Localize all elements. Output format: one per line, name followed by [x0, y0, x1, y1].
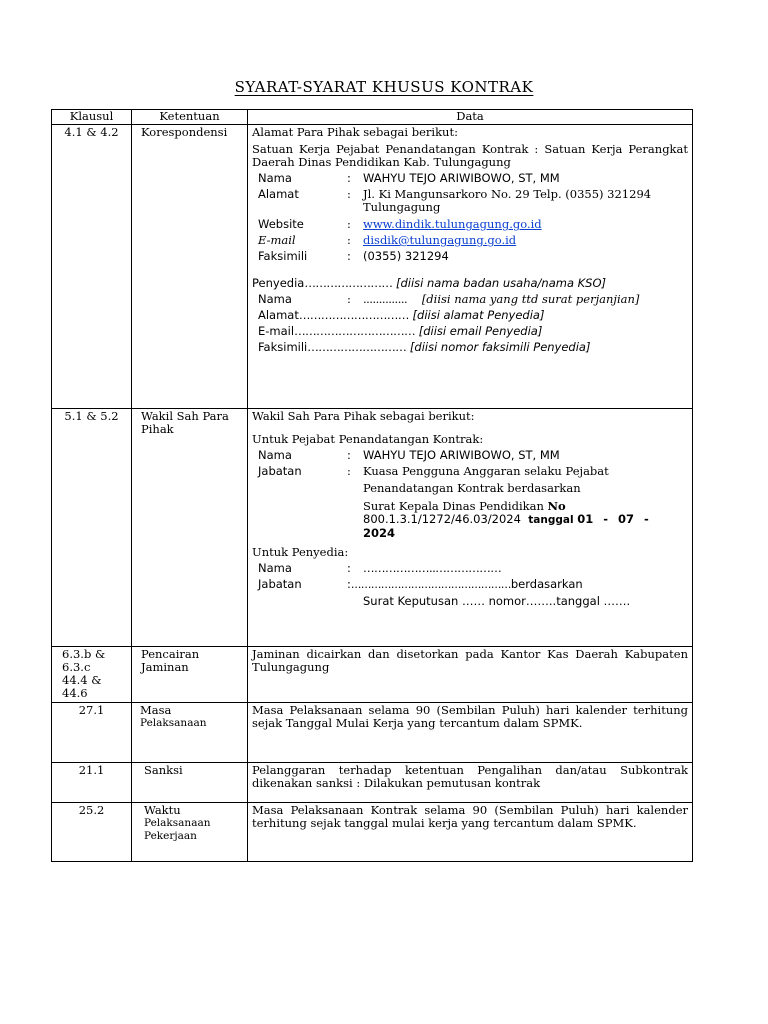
kv-penyedia-email: E-mail…………………………… [diisi email Penyedia]: [258, 324, 543, 338]
ketentuan-cell: Waktu Pelaksanaan Pekerjaan: [132, 803, 248, 862]
table-row: [52, 647, 693, 703]
header-data: Data: [248, 110, 693, 125]
data-cell: [248, 409, 693, 647]
data-cell: Jaminan dicairkan dan disetorkan pada Kantor Kas Daerah Kabupaten Tulungagung: [248, 647, 693, 703]
data-cell: Pelanggaran terhadap ketentuan Pengalihan dan/atau Subkontrak dikenakan sanksi : Dilakukan pemutusan kontrak: [248, 763, 693, 803]
klausul-cell: 4.1 & 4.2: [52, 125, 132, 409]
klausul-cell: 21.1: [52, 763, 132, 803]
intro-text: Alamat Para Pihak sebagai berikut:: [252, 125, 458, 139]
table-row: [52, 803, 693, 862]
untuk-penyedia-label: Untuk Penyedia:: [252, 545, 349, 559]
table-row: [52, 703, 693, 763]
kv-email: E-mail : disdik@tulungagung.go.id: [258, 233, 517, 247]
kv-penyedia-alamat: Alamat………………………… [diisi alamat Penyedia]: [258, 308, 545, 322]
header-ketentuan: Ketentuan: [132, 110, 248, 125]
contract-table: [51, 109, 693, 862]
kv-ppk-jabatan: Jabatan : Kuasa Pengguna Anggaran selaku Pejabat Penandatangan Kontrak berdasarkan Surat Kepala Dinas Pendidikan No 800.1.3.1/1272/46.03/2024 tanggal 01 - 07 - 2024: [258, 464, 649, 540]
data-cell: Masa Pelaksanaan selama 90 (Sembilan Puluh) hari kalender terhitung sejak Tanggal Mulai Kerja yang tercantum dalam SPMK.: [248, 703, 693, 763]
data-cell: [248, 125, 693, 409]
table-row: [52, 763, 693, 803]
kv-alamat: Alamat : Jl. Ki Mangunsarkoro No. 29 Telp. (0355) 321294 Tulungagung: [258, 187, 652, 214]
kv-website: Website : www.dindik.tulungagung.go.id: [258, 217, 542, 231]
kv-penyedia-nama: Nama : ………………..………………: [258, 561, 502, 575]
ketentuan-cell: Wakil Sah Para Pihak: [132, 409, 248, 647]
kv-penyedia-nama: Nama : .............. [diisi nama yang ttd surat perjanjian]: [258, 292, 640, 306]
table-row: [52, 409, 693, 647]
kv-nama: Nama : WAHYU TEJO ARIWIBOWO, ST, MM: [258, 171, 560, 185]
klausul-cell: 25.2: [52, 803, 132, 862]
kv-surat-keputusan: Surat Keputusan …… nomor……..tanggal …….: [363, 594, 631, 608]
website-link[interactable]: www.dindik.tulungagung.go.id: [363, 217, 542, 231]
header-klausul: Klausul: [52, 110, 132, 125]
klausul-cell: 6.3.b & 6.3.c 44.4 & 44.6: [52, 647, 132, 703]
document-title: SYARAT-SYARAT KHUSUS KONTRAK: [234, 78, 534, 96]
satker-text: Satuan Kerja Pejabat Penandatangan Kontrak : Satuan Kerja Perangkat Daerah Dinas Pendidikan Kab. Tulungagung: [252, 142, 688, 169]
kv-penyedia-faksimili: Faksimili……………………… [diisi nomor faksimili Penyedia]: [258, 340, 591, 354]
untuk-ppk-label: Untuk Pejabat Penandatangan Kontrak:: [252, 432, 484, 446]
kv-ppk-nama: Nama : WAHYU TEJO ARIWIBOWO, ST, MM: [258, 448, 560, 462]
ketentuan-cell: Masa Pelaksanaan: [132, 703, 248, 763]
penyedia-line: Penyedia…………………… [diisi nama badan usaha/nama KSO]: [252, 276, 607, 290]
intro-text: Wakil Sah Para Pihak sebagai berikut:: [252, 409, 475, 423]
data-cell: Masa Pelaksanaan Kontrak selama 90 (Sembilan Puluh) hari kalender terhitung sejak tanggal mulai kerja yang tercantum dalam SPMK.: [248, 803, 693, 862]
kv-penyedia-jabatan: Jabatan :…………………………………………berdasarkan: [258, 577, 583, 591]
table-header-row: [52, 110, 693, 125]
ketentuan-cell: Pencairan Jaminan: [132, 647, 248, 703]
email-link[interactable]: disdik@tulungagung.go.id: [363, 233, 517, 247]
kv-faksimili: Faksimili : (0355) 321294: [258, 249, 449, 263]
table-row: [52, 125, 693, 409]
ketentuan-cell: Korespondensi: [132, 125, 248, 409]
klausul-cell: 5.1 & 5.2: [52, 409, 132, 647]
klausul-cell: 27.1: [52, 703, 132, 763]
ketentuan-cell: Sanksi: [132, 763, 248, 803]
